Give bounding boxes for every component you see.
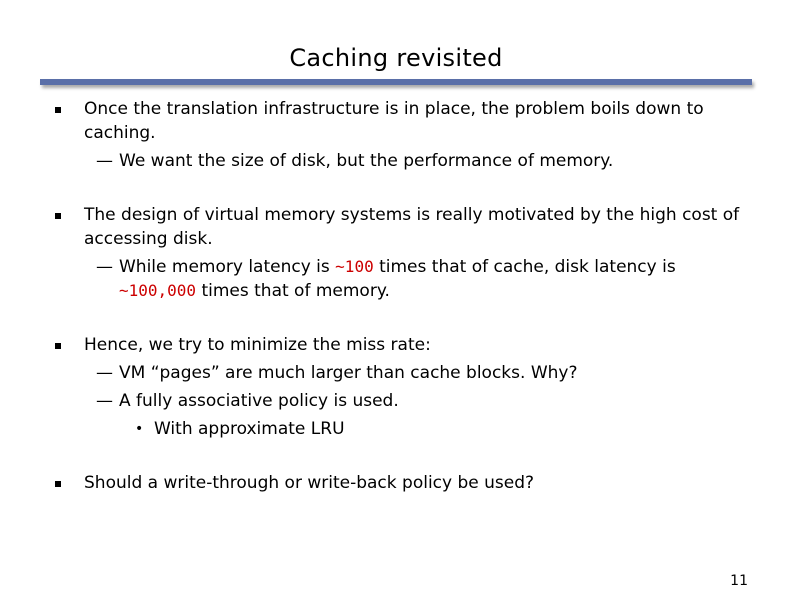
page-number: 11 (730, 573, 748, 589)
sub-sub-bullet-item (0, 417, 792, 441)
sub-bullet-text-part: times that of cache, disk latency is (373, 257, 676, 277)
title-divider (40, 79, 752, 85)
sub-bullet-item (0, 361, 792, 385)
sub-bullet-text: We want the size of disk, but the performance of memory. (119, 151, 614, 171)
square-bullet-icon (55, 213, 61, 219)
bullet-item (0, 471, 792, 495)
sub-bullet-text-part: While memory latency is (119, 257, 336, 277)
highlighted-value: ~100 (335, 257, 374, 276)
sub-bullet-text-part: times that of memory. (196, 281, 390, 301)
slide-title: Caching revisited (289, 44, 503, 72)
sub-bullet-item (0, 389, 792, 413)
bullet-text: Once the translation infrastructure is in place, the problem boils down to caching. (84, 99, 704, 143)
sub-bullet-item (0, 255, 792, 303)
dash-bullet-icon: — (96, 391, 113, 411)
dash-bullet-icon: — (96, 363, 113, 383)
bullet-text: The design of virtual memory systems is really motivated by the high cost of accessing disk. (84, 205, 740, 249)
bullet-item (0, 203, 792, 251)
sub-bullet-text: VM “pages” are much larger than cache blocks. Why? (119, 363, 578, 383)
sub-bullet-text: A fully associative policy is used. (119, 391, 399, 411)
bullet-text: Hence, we try to minimize the miss rate: (84, 335, 431, 355)
sub-sub-bullet-text: With approximate LRU (154, 419, 345, 439)
slide-content (0, 97, 792, 495)
dot-bullet-icon: • (135, 421, 144, 437)
square-bullet-icon (55, 107, 61, 113)
sub-bullet-item (0, 149, 792, 173)
bullet-text: Should a write-through or write-back policy be used? (84, 473, 535, 493)
bullet-item (0, 333, 792, 357)
highlighted-value: ~100,000 (119, 281, 197, 300)
dash-bullet-icon: — (96, 257, 113, 277)
square-bullet-icon (55, 481, 61, 487)
bullet-item (0, 97, 792, 145)
dash-bullet-icon: — (96, 151, 113, 171)
square-bullet-icon (55, 343, 61, 349)
